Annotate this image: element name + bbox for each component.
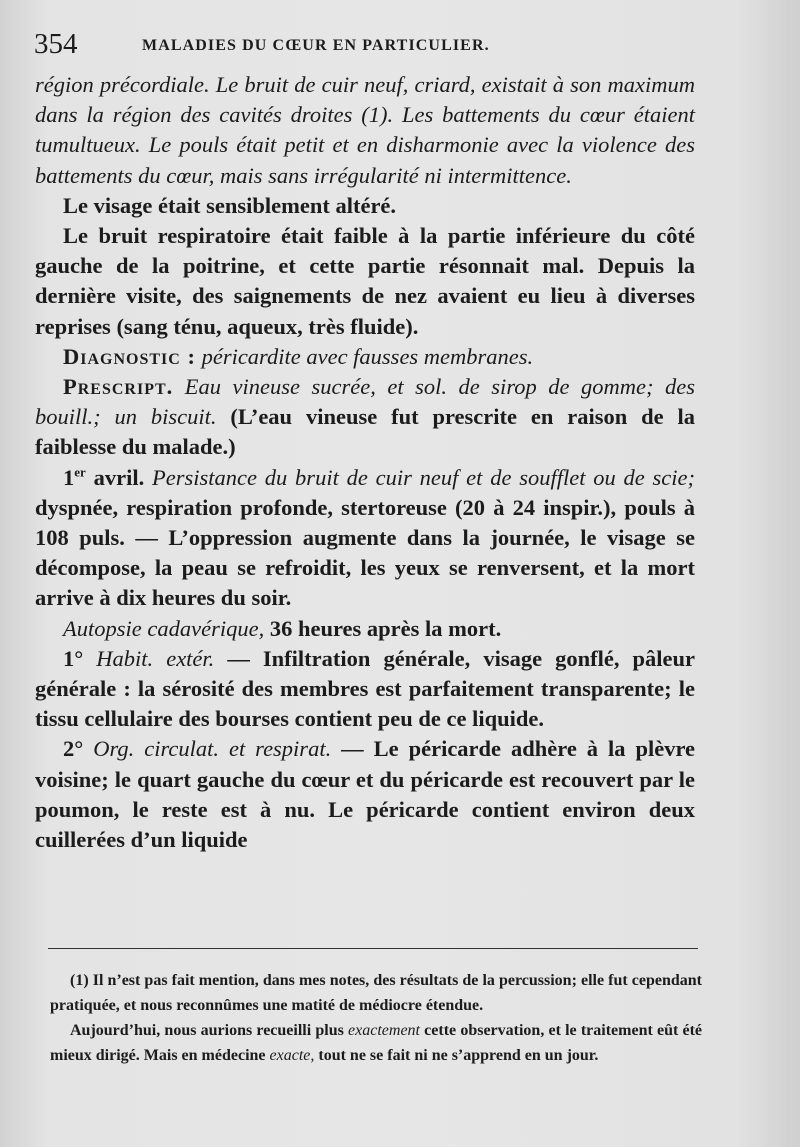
diagnostic-label: Diagnostic : [63, 343, 196, 369]
footnote-1-continued: Aujourd’hui, nous aurions recueilli plus exactement cette observation, et le traitement eût été mieux dirigé. Mais en médecine exacte, tout ne se fait ni ne s’apprend en un jour. [50, 1022, 703, 1064]
prescription-label: Prescript. [63, 374, 174, 400]
paragraph-organes: 2° Org. circulat. et respirat. — Le péricarde adhère à la plèvre voisine; le quart gauche du cœur et du péricarde est recouvert par le poumon, le reste est à nu. Le péricarde contient environ deux cuillerées d’un liquide [35, 736, 696, 853]
paragraph-precordial: région précordiale. Le bruit de cuir neuf, criard, existait à son maximum dans la région des cavités droites (1). Les battements du cœur étaient tumultueux. Le pouls était petit et en disharmonie avec la violence des battements du cœur, mais sans irrégularité ni intermittence. [35, 72, 695, 188]
paragraph-avril: 1er avril. Persistance du bruit de cuir neuf et de soufflet ou de scie; dyspnée, respiration profonde, stertoreuse (20 à 24 inspir.), pouls à 108 puls. — L’oppression augmente dans la journée, le visage se décompose, la peau se refroidit, les yeux se renversent, et la mort arrive à dix heures du soir. [35, 464, 696, 611]
page-header [34, 26, 694, 62]
footnote-1: (1) Il n’est pas fait mention, dans mes notes, des résultats de la percussion; elle fut cependant pratiquée, et nous reconnûmes une matité de médiocre étendue. [50, 972, 702, 1014]
footnotes [50, 968, 702, 1068]
page-number: 354 [34, 28, 78, 60]
paragraph-habitus: 1° Habit. extér. — Infiltration générale, visage gonflé, pâleur générale : la sérosité des membres est parfaitement transparente; le tissu cellulaire des bourses contient peu de ce liquide. [35, 645, 696, 732]
paragraph-diagnostic: Diagnostic : péricardite avec fausses membranes. [63, 343, 534, 369]
paragraph-respiration: Le bruit respiratoire était faible à la partie inférieure du côté gauche de la poitrine, et cette partie résonnait mal. Depuis la dernière visite, des saignements de nez avaient eu lieu à diverses reprises (sang ténu, aqueux, très fluide). [35, 223, 695, 339]
running-head: MALADIES DU CŒUR EN PARTICULIER. [142, 37, 490, 54]
paragraph-prescription: Prescript. Eau vineuse sucrée, et sol. de sirop de gomme; des bouill.; un biscuit. (L’eau vineuse fut prescrite en raison de la faiblesse du malade.) [35, 374, 696, 460]
body-text [35, 70, 695, 855]
paragraph-autopsie: Autopsie cadavérique, 36 heures après la mort. [63, 615, 502, 641]
paragraph-visage: Le visage était sensiblement altéré. [63, 192, 397, 218]
footnote-rule [48, 948, 698, 949]
